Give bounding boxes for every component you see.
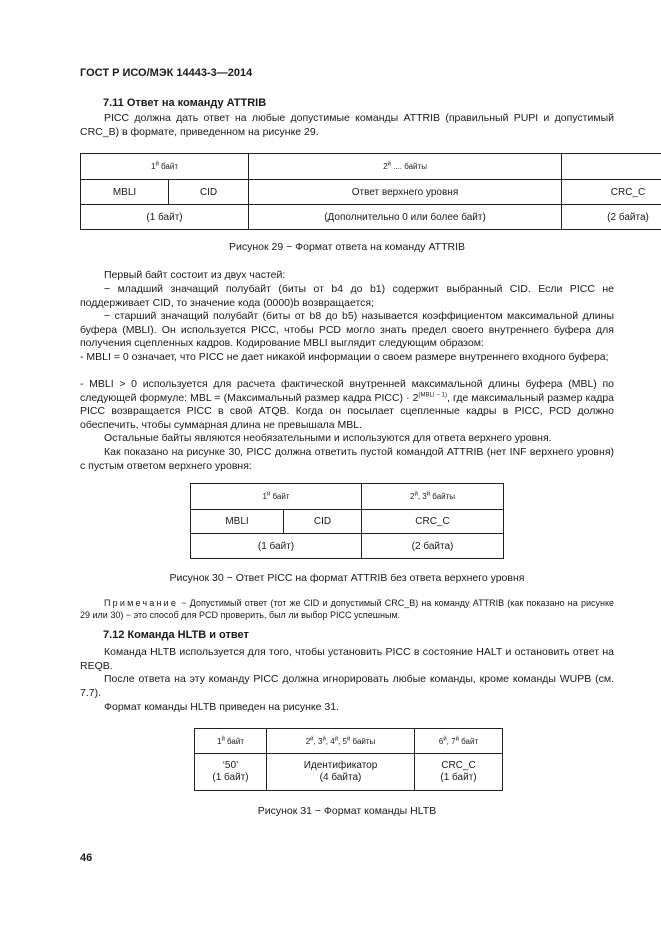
cell-mbli: MBLI	[81, 180, 169, 205]
figure-29-caption: Рисунок 29 − Формат ответа на команду ATTRIB	[228, 241, 465, 253]
section-7-11-heading: 7.11 Ответ на команду ATTRIB	[103, 97, 267, 109]
section-7-11-intro: PICC должна дать ответ на любые допустимые команды ATTRIB (правильный PUPI и допустимый CRC_B) в формате, приведенном на рисунке 29.	[80, 112, 614, 138]
cell-two-bytes: (2 байта)	[362, 534, 504, 559]
table-row	[81, 154, 661, 180]
table-row	[81, 180, 661, 205]
table-row	[195, 729, 503, 754]
cell-mbli: MBLI	[191, 510, 284, 534]
cell-crc: CRC_C (1 байт)	[415, 754, 503, 791]
header-cell-byte-1: $1^й$ байт	[81, 154, 249, 180]
header-cell-bytes-2-3: $2^й$, $3^й$ байты	[362, 484, 504, 510]
paragraph-remaining-bytes: Остальные байты являются необязательными и используются для ответа верхнего уровня.	[104, 432, 552, 444]
header-cell-byte-1: $1^й$ байт	[195, 729, 267, 754]
cell-identifier: Идентификатор (4 байта)	[267, 754, 415, 791]
header-cell-bytes-6-7: $6^й$, $7^й$ байт	[415, 729, 503, 754]
cell-optional-bytes: (Дополнительно 0 или более байт)	[249, 205, 562, 230]
paragraph-low-nibble: − младший значащий полубайт (биты от b4 до b1) содержит выбранный CID. Если PICC не поддерживает CID, то значение кода (0000)b возвращается;	[80, 283, 614, 309]
paragraph-hltb-ignore: После ответа на эту команду PICC должна игнорировать любые команды, кроме команды WUPB (см. 7.7).	[80, 673, 614, 699]
note-label: Примечание	[104, 598, 179, 608]
page-number: 46	[80, 852, 93, 864]
cell-cid: CID	[284, 510, 362, 534]
header-cell-bytes-2-5: $2^й$, $3^й$, $4^й$, $5^й$ байты	[267, 729, 415, 754]
header-cell-byte-2: $2^й$ .... байты	[249, 154, 562, 180]
cell-crc: CRC_C	[362, 510, 504, 534]
cell-crc: CRC_C	[562, 180, 661, 205]
paragraph-mbli-positive: - MBLI > 0 используется для расчета фактической внутренней максимальной длины буфера (MBL) по следующей формуле: MBL = (Максимальный размер кадра PICC) · $2^{(MBLI - 1)}$, где максимальный размер кадра PICC возвращается PICC в свой ATQB. Когда он посылает сцепленные кадры в PICC, PCD должно обеспечить, чтобы суммарная длина не превышала MBL.	[80, 378, 615, 431]
table-row	[195, 754, 503, 791]
cell-two-bytes: (2 байта)	[562, 205, 661, 230]
header-cell-byte-1: $1^й$ байт	[191, 484, 362, 510]
paragraph-hltb-purpose: Команда HLTB используется для того, чтобы установить PICC в состояние HALT и остановить ответ на REQB.	[80, 646, 614, 672]
cell-one-byte: (1 байт)	[191, 534, 362, 559]
cell-upper-level-response: Ответ верхнего уровня	[249, 180, 562, 205]
figure-29-table	[80, 153, 661, 230]
note-text: − Допустимый ответ (тот же CID и допустимый CRC_B) на команду ATTRIB (как показано на рисунке 29 или 30) − это способ для PCD проверить, был ли выбор PICC успешным.	[80, 598, 614, 620]
figure-30-caption: Рисунок 30 − Ответ PICC на формат ATTRIB без ответа верхнего уровня	[169, 572, 525, 584]
figure-30-table	[190, 483, 504, 559]
note	[80, 598, 614, 621]
figure-31-table	[194, 728, 503, 791]
paragraph-hltb-format-ref: Формат команды HLTB приведен на рисунке 31.	[104, 701, 339, 713]
figure-31-caption: Рисунок 31 − Формат команды HLTB	[257, 805, 437, 817]
standard-header: ГОСТ Р ИСО/МЭК 14443-3—2014	[80, 67, 253, 79]
section-7-12-heading: 7.12 Команда HLTB и ответ	[103, 629, 249, 641]
header-cell-empty	[562, 154, 661, 180]
paragraph-mbli-zero: - MBLI = 0 означает, что PICC не дает никакой информации о своем размере внутреннего входного буфера;	[80, 351, 609, 363]
cell-hltb-code: ‘50’ (1 байт)	[195, 754, 267, 791]
table-row	[191, 484, 504, 510]
cell-cid: CID	[169, 180, 249, 205]
table-row	[191, 534, 504, 559]
paragraph-first-byte: Первый байт состоит из двух частей:	[104, 269, 286, 281]
table-row	[191, 510, 504, 534]
cell-one-byte: (1 байт)	[81, 205, 249, 230]
paragraph-figure-30-ref: Как показано на рисунке 30, PICC должна ответить пустой командой ATTRIB (нет INF верхнего уровня) с пустым ответом верхнего уровня:	[80, 446, 614, 472]
table-row	[81, 205, 661, 230]
paragraph-high-nibble: − старший значащий полубайт (биты от b8 до b5) называется коэффициентом максимальной длины буфера (MBLI). Он используется PICC, чтобы PCD могло знать предел своего внутреннего буфера для получения сцепленных кадров. Кодирование MBLI выглядит следующим образом:	[80, 310, 614, 350]
